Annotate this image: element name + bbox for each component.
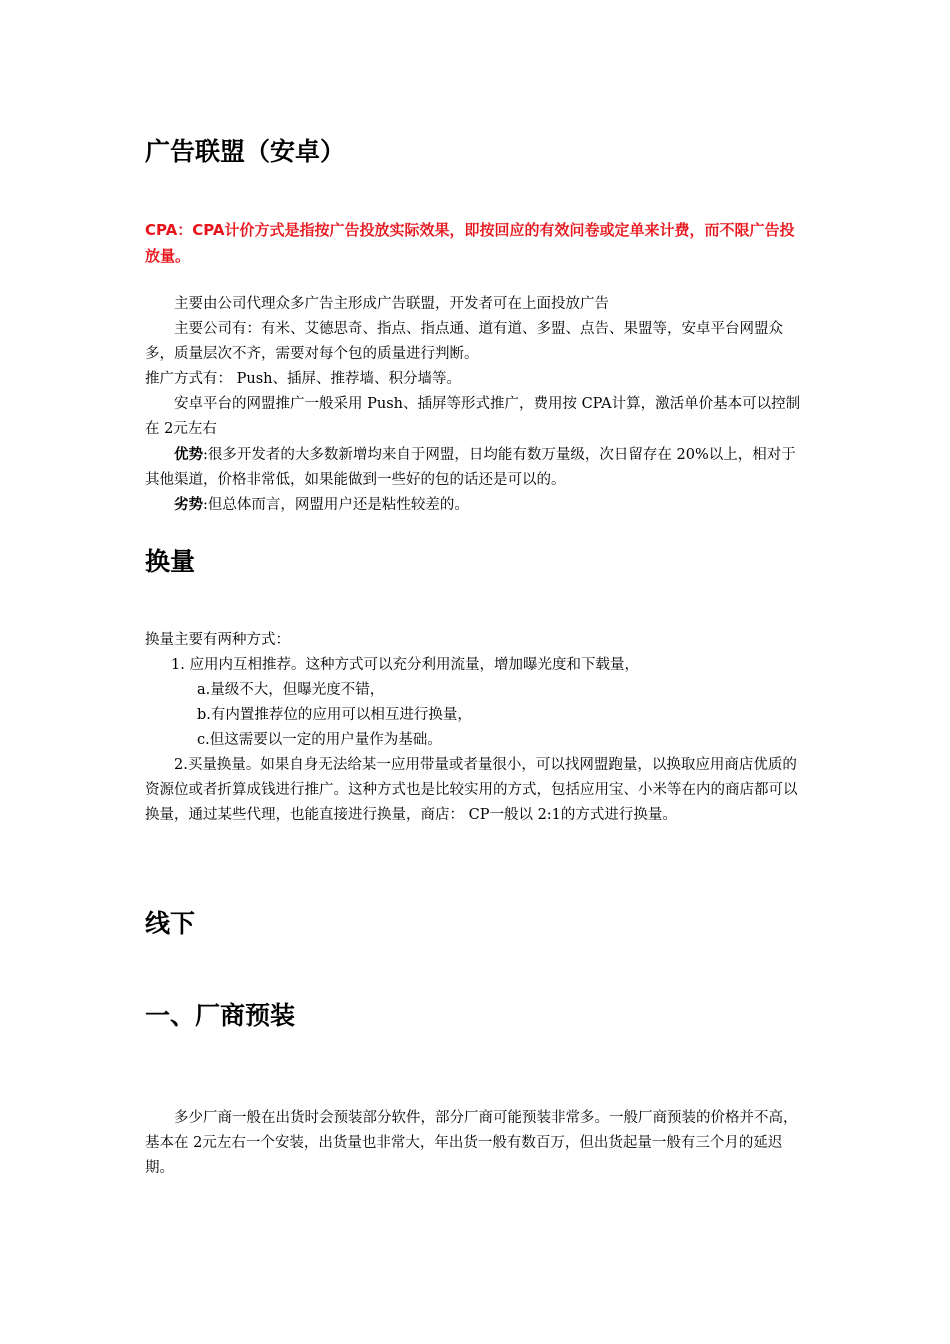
- ad-alliance-advantage: [145, 442, 807, 493]
- preinstall-body: 多少厂商一般在出货时会预装部分软件，部分厂商可能预装非常多。一般厂商预装的价格并不高，基本在 2元左右一个安装，出货量也非常大，年出货一般有数百万，但出货起量一般有三个月的延迟期。: [145, 1110, 798, 1176]
- cpa-definition: CPA：CPA计价方式是指按广告投放实际效果，即按回应的有效问卷或定单来计费，而不限广告投放量。: [145, 221, 795, 265]
- exchange-item-1a: a.量级不大，但曝光度不错，: [197, 682, 385, 698]
- heading-ad-alliance: 广告联盟（安卓）: [145, 137, 346, 166]
- ad-alliance-intro: 主要由公司代理众多广告主形成广告联盟，开发者可在上面投放广告: [174, 296, 609, 312]
- advantage-label: 优势: [174, 446, 203, 463]
- disadvantage-text: :但总体而言，网盟用户还是粘性较差的。: [203, 497, 469, 513]
- exchange-item-2: 2.买量换量。如果自身无法给某一应用带量或者量很小，可以找网盟跑量，以换取应用商店优质的资源位或者折算成钱进行推广。这种方式也是比较实用的方式，包括应用宝、小米等在内的商店都可以换量，通过某些代理，也能直接进行换量，商店： CP一般以 2:1的方式进行换量。: [145, 757, 798, 823]
- exchange-intro: 换量主要有两种方式：: [145, 632, 290, 648]
- exchange-item-1b: b.有内置推荐位的应用可以相互进行换量，: [197, 707, 472, 723]
- heading-offline: 线下: [145, 909, 196, 938]
- heading-exchange: 换量: [145, 547, 196, 576]
- ad-alliance-disadvantage: [145, 492, 807, 518]
- exchange-item-1: 1. 应用内互相推荐。这种方式可以充分利用流量，增加曝光度和下载量，: [171, 657, 639, 673]
- advantage-text: :很多开发者的大多数新增均来自于网盟，日均能有数万量级，次日留存在 20%以上，相对于其他渠道，价格非常低，如果能做到一些好的包的话还是可以的。: [145, 447, 796, 488]
- ad-alliance-pricing: 安卓平台的网盟推广一般采用 Push、插屏等形式推广，费用按 CPA计算，激活单价基本可以控制在 2元左右: [145, 396, 801, 437]
- ad-alliance-companies: 主要公司有：有米、艾德思奇、指点、指点通、道有道、多盟、点告、果盟等，安卓平台网盟众多，质量层次不齐，需要对每个包的质量进行判断。: [145, 321, 783, 362]
- exchange-item-1c: c.但这需要以一定的用户量作为基础。: [197, 732, 442, 748]
- ad-alliance-methods: 推广方式有： Push、插屏、推荐墙、积分墙等。: [145, 371, 461, 387]
- heading-preinstall: 一、厂商预装: [145, 1001, 296, 1030]
- disadvantage-label: 劣势: [174, 496, 203, 513]
